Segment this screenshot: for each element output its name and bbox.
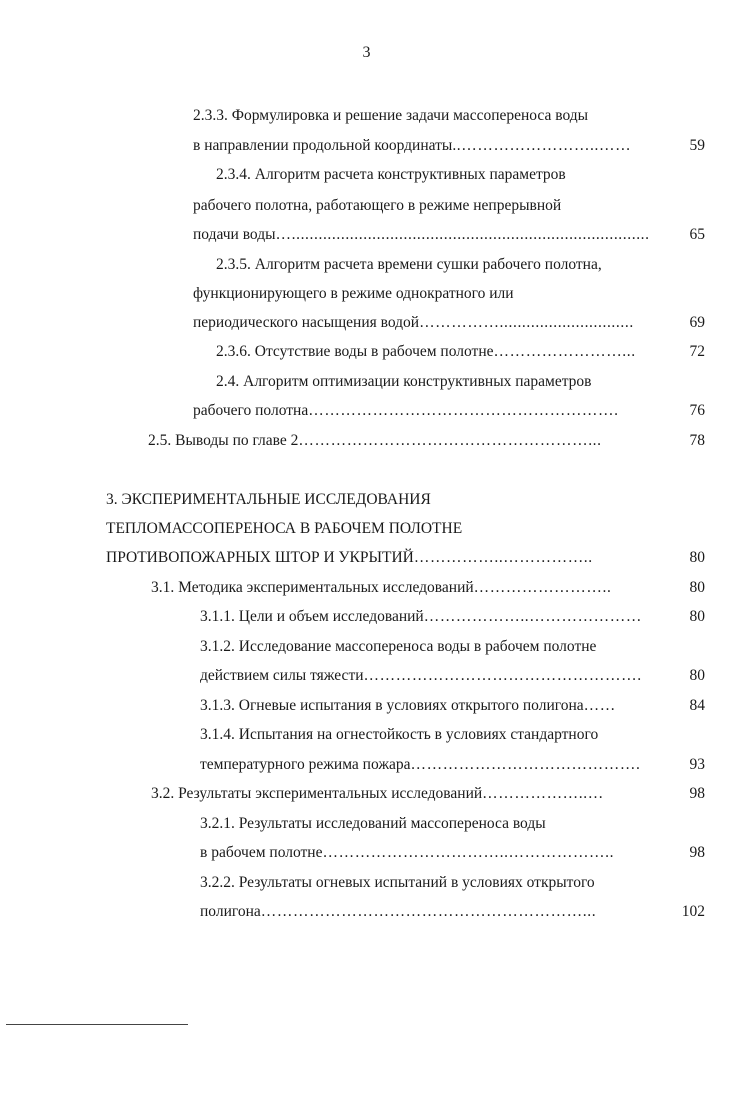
chapter-heading-line: ПРОТИВОПОЖАРНЫХ ШТОР И УКРЫТИЙ ……………..…………….. [106, 548, 663, 568]
toc-line: функционирующего в режиме однократного или [193, 285, 514, 302]
toc-line: 3.2.2. Результаты огневых испытаний в условиях открытого [200, 874, 595, 891]
toc-line: действием силы тяжести ……………………………………………. [200, 666, 662, 686]
toc-line: 3.2. Результаты экспериментальных исследований ………………..… [151, 784, 659, 804]
toc-line: 2.3.6. Отсутствие воды в рабочем полотне ……………………... [216, 342, 661, 362]
toc-page-number: 84 [689, 697, 705, 714]
toc-line: рабочего полотна, работающего в режиме непрерывной [193, 197, 562, 214]
toc-line: подачи воды …................................................................................ [193, 225, 663, 245]
toc-line: 3.1.3. Огневые испытания в условиях открытого полигона …… [200, 696, 662, 716]
toc-line: полигона ……………………………………………………... [200, 902, 661, 922]
dot-leader: ……………………………..……………….. [322, 844, 615, 861]
dot-leader: …………….............................. [419, 314, 634, 331]
dot-leader: ……………………... [493, 343, 636, 360]
toc-page-number: 78 [689, 432, 705, 449]
toc-page-number: 98 [689, 785, 705, 802]
toc-page-number: 102 [681, 903, 705, 920]
toc-page-number: 80 [689, 667, 705, 684]
toc-line: в направлении продольной координаты ..……………………..…… [193, 136, 663, 156]
footnote-separator [6, 1024, 188, 1025]
chapter-heading-line: 3. ЭКСПЕРИМЕНТАЛЬНЫЕ ИССЛЕДОВАНИЯ [106, 491, 431, 508]
page-number: 3 [362, 44, 371, 61]
dot-leader: …………………………………………………. [308, 402, 619, 419]
dot-leader: ………………..… [482, 785, 604, 802]
toc-page-number: 80 [689, 579, 705, 596]
toc-line: 2.3.3. Формулировка и решение задачи массопереноса воды [193, 107, 589, 124]
toc-line: 3.1.1. Цели и объем исследований ………………..………………… [200, 607, 660, 627]
toc-line: в рабочем полотне ……………………………..……………….. [200, 843, 664, 863]
dot-leader: …................................................................................ [275, 226, 650, 243]
chapter-heading-line: ТЕПЛОМАССОПЕРЕНОСА В РАБОЧЕМ ПОЛОТНЕ [106, 520, 463, 537]
toc-line: 3.2.1. Результаты исследований массопереноса воды [200, 815, 546, 832]
toc-line: 2.5. Выводы по главе 2 ………………………………………………... [148, 431, 663, 451]
toc-page-number: 72 [689, 343, 705, 360]
toc-page-number: 80 [689, 549, 705, 566]
dot-leader: ……………………………………………………... [260, 903, 597, 920]
toc-line: 2.3.5. Алгоритм расчета времени сушки рабочего полотна, [216, 256, 602, 273]
dot-leader: …… [583, 697, 616, 714]
dot-leader: ..……………………..…… [452, 137, 632, 154]
toc-page-number: 76 [689, 402, 705, 419]
toc-page-number: 93 [689, 756, 705, 773]
toc-line: 2.4. Алгоритм оптимизации конструктивных параметров [216, 373, 592, 390]
toc-line: 3.1.4. Испытания на огнестойкость в условиях стандартного [200, 726, 599, 743]
toc-line: 3.1.2. Исследование массопереноса воды в рабочем полотне [200, 638, 597, 655]
toc-page-number: 59 [689, 137, 705, 154]
toc-line: 3.1. Методика экспериментальных исследований …………………….. [151, 578, 663, 598]
dot-leader: ………………..………………… [423, 608, 642, 625]
dot-leader: ……………………………………. [410, 756, 641, 773]
toc-line: рабочего полотна …………………………………………………. [193, 401, 661, 421]
toc-page-number: 65 [689, 226, 705, 243]
toc-line: периодического насыщения водой …………….............................. [193, 313, 663, 333]
dot-leader: ……………..…………….. [413, 549, 593, 566]
dot-leader: …………………….. [473, 579, 612, 596]
toc-page-number: 98 [689, 844, 705, 861]
toc-line: 2.3.4. Алгоритм расчета конструктивных параметров [216, 166, 566, 183]
toc-line: температурного режима пожара ……………………………………. [200, 755, 663, 775]
dot-leader: ………………………………………………... [298, 432, 602, 449]
dot-leader: ……………………………………………. [363, 667, 642, 684]
toc-page-number: 80 [689, 608, 705, 625]
toc-page-number: 69 [689, 314, 705, 331]
